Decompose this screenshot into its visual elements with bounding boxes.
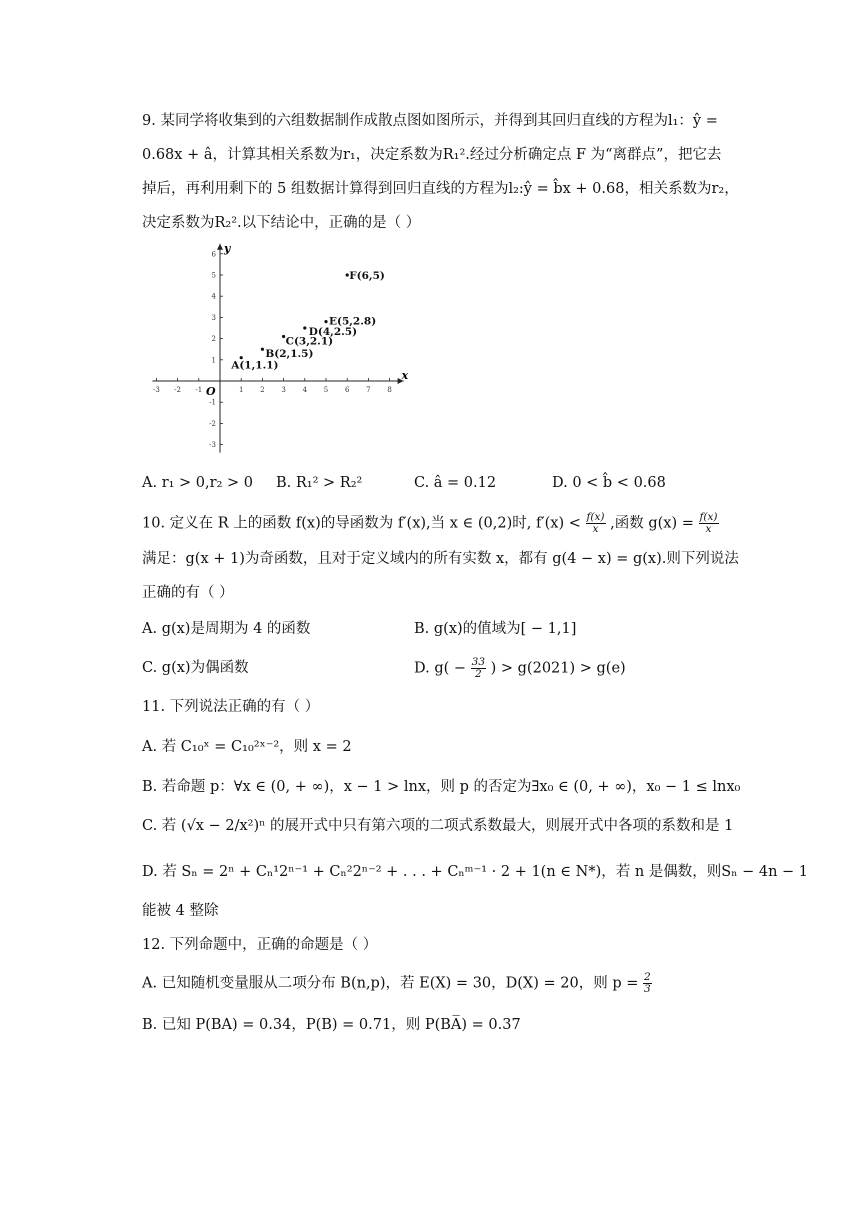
q10-option-d	[414, 657, 626, 680]
data-point-label: B(2,1.5)	[265, 348, 314, 361]
fraction-denominator: 2	[474, 668, 482, 680]
x-tick-label: 2	[260, 386, 265, 394]
q9-option-a: A. r₁ > 0,r₂ > 0	[142, 475, 253, 491]
x-tick-label: 3	[281, 386, 286, 394]
q11-option-b: B. 若命题 p：∀x ∈ (0, + ∞)，x − 1 > lnx，则 p 的否定为∃x₀ ∈ (0, + ∞)，x₀ − 1 ≤ lnx₀	[142, 779, 741, 795]
q11-option-c-pre: C. 若	[142, 818, 177, 834]
y-tick-label: 2	[211, 335, 216, 344]
q12-option-b: B. 已知 P(BA) = 0.34，P(B) = 0.71，则 P(BA̅) = 0.37	[142, 1017, 521, 1033]
q10-option-a: A. g(x)是周期为 4 的函数	[142, 621, 311, 637]
y-tick-label: 4	[211, 292, 216, 301]
data-point-label: C(3,2.1)	[285, 335, 334, 348]
x-tick-label: 7	[366, 386, 371, 394]
q10-line-1-text: 10. 定义在 R 上的函数 f(x)的导函数为 f′(x),当 x ∈ (0,2)时, f′(x) <	[142, 515, 581, 532]
q10-option-d-fraction	[471, 657, 486, 680]
y-axis-arrow	[217, 244, 223, 250]
fraction-denominator: x	[592, 523, 599, 535]
y-axis-label: y	[224, 241, 231, 255]
y-tick-label: 3	[211, 313, 216, 322]
q11-option-d-line-1: D. 若 Sₙ = 2ⁿ + Cₙ¹2ⁿ⁻¹ + Cₙ²2ⁿ⁻² + . . . + Cₙᵐ⁻¹ · 2 + 1(n ∈ N*)，若 n 是偶数，则Sₙ − 4n − 1	[142, 864, 809, 880]
q10-fraction-1	[586, 512, 606, 535]
q9-option-b: B. R₁² > R₂²	[276, 475, 363, 491]
x-tick-label: 5	[323, 386, 329, 394]
y-tick-label: 1	[211, 356, 216, 365]
x-tick-label: 4	[302, 386, 308, 394]
q9-line-4: 决定系数为R₂².以下结论中，正确的是（ ）	[142, 215, 421, 231]
q9-line-2: 0.68x + â，计算其相关系数为r₁，决定系数为R₁².经过分析确定点 F 为“离群点”，把它去	[142, 147, 722, 163]
y-tick-label: 5	[211, 271, 216, 280]
y-tick-label: 6	[211, 250, 216, 259]
q9-option-c: C. â = 0.12	[414, 475, 497, 491]
q9-option-d: D. 0 < b̂ < 0.68	[552, 475, 666, 491]
q11-line-1: 11. 下列说法正确的有（ ）	[142, 699, 320, 715]
y-tick-label: -3	[209, 441, 216, 450]
q10-line-1	[142, 512, 719, 535]
q10-line-1-text-b: ,函数 g(x) =	[610, 515, 694, 532]
q10-option-b: B. g(x)的值域为[ − 1,1]	[414, 621, 577, 637]
q12-option-a-text: A. 已知随机变量服从二项分布 B(n,p)，若 E(X) = 30，D(X) = 20，则 p =	[142, 975, 639, 992]
origin-label: O	[206, 385, 216, 398]
x-tick-label: -2	[174, 386, 182, 394]
data-point	[303, 326, 306, 329]
data-point	[324, 320, 327, 323]
scatter-plot	[140, 240, 420, 460]
q9-line-1: 9. 某同学将收集到的六组数据制作成散点图如图所示，并得到其回归直线的方程为l₁：ŷ =	[142, 113, 718, 129]
fraction-numerator: f(x)	[699, 511, 718, 523]
q10-line-3: 正确的有（ ）	[142, 585, 234, 601]
x-tick-label: -3	[152, 386, 160, 394]
q12-option-a	[142, 972, 652, 995]
x-tick-label: 6	[344, 386, 350, 394]
data-point-label: F(6,5)	[349, 270, 385, 282]
y-tick-label: -2	[209, 419, 216, 428]
q11-option-a: A. 若 C₁₀ˣ = C₁₀²ˣ⁻²，则 x = 2	[142, 739, 352, 755]
q11-option-c-expr: (√x − 2/x²)ⁿ	[180, 818, 266, 834]
x-tick-label: -1	[195, 386, 203, 394]
q10-option-c: C. g(x)为偶函数	[142, 660, 249, 676]
y-tick-label: -1	[209, 398, 216, 407]
x-tick-label: 8	[387, 386, 392, 394]
fraction-numerator: 33	[471, 656, 486, 668]
q11-option-c	[142, 815, 733, 837]
q11-option-d-line-2: 能被 4 整除	[142, 903, 219, 919]
fraction-denominator: x	[705, 523, 712, 535]
x-tick-label: 1	[238, 386, 244, 394]
data-point-label: D(4,2.5)	[308, 326, 358, 338]
q10-option-d-pre: D. g( −	[414, 660, 467, 677]
q12-option-a-fraction	[643, 972, 652, 995]
data-point	[261, 348, 264, 351]
fraction-denominator: 3	[644, 983, 651, 995]
q12-line-1: 12. 下列命题中，正确的命题是（ ）	[142, 937, 378, 953]
x-axis-label: x	[401, 369, 409, 382]
q11-option-c-post: 的展开式中只有第六项的二项式系数最大，则展开式中各项的系数和是 1	[270, 818, 734, 834]
data-point-label: A(1,1.1)	[231, 359, 279, 372]
q10-fraction-2	[699, 512, 719, 535]
fraction-numerator: f(x)	[586, 511, 605, 523]
q9-line-3: 掉后，再利用剩下的 5 组数据计算得到回归直线的方程为l₂:ŷ = b̂x + 0.68，相关系数为r₂，	[142, 181, 739, 197]
fraction-numerator: 2	[644, 971, 651, 983]
q10-line-2: 满足：g(x + 1)为奇函数，且对于定义域内的所有实数 x，都有 g(4 − x) = g(x).则下列说法	[142, 551, 739, 567]
q10-option-d-post: ) > g(2021) > g(e)	[490, 660, 626, 677]
data-point-label: E(5,2.8)	[329, 315, 377, 328]
